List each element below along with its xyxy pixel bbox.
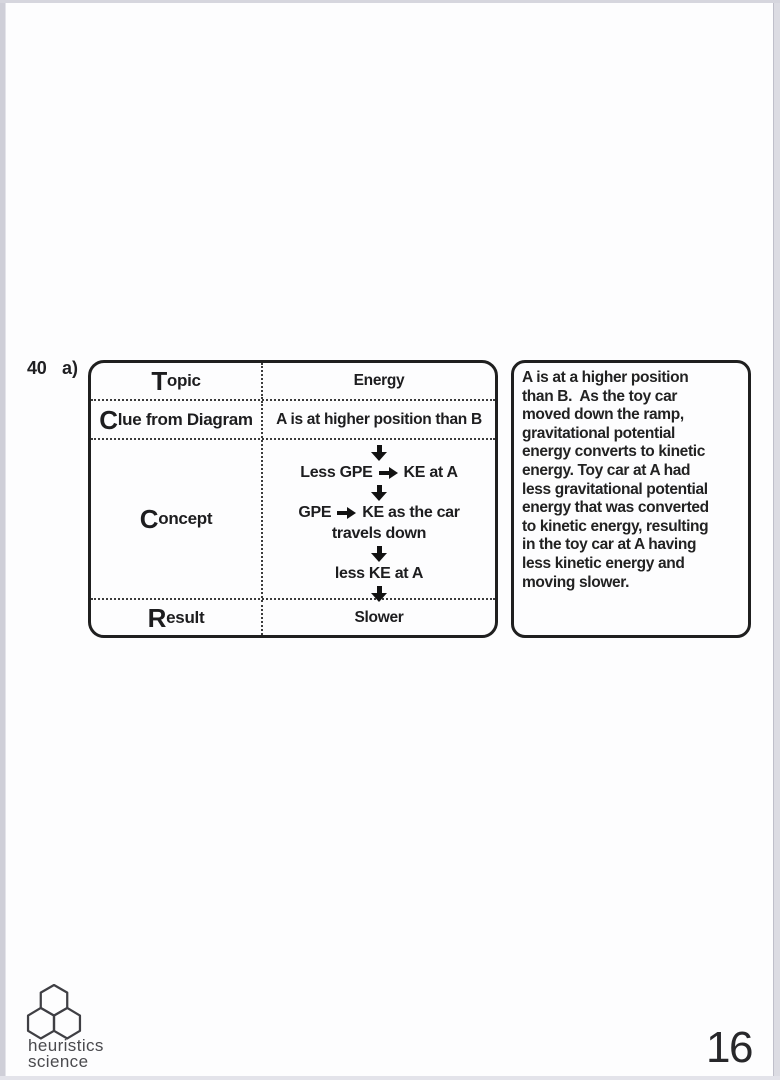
- table-row-result: [91, 598, 495, 635]
- answer-line: less kinetic energy and: [522, 554, 685, 572]
- row-value-clue: A is at higher position than B: [276, 410, 482, 428]
- flow-text: KE at A: [403, 463, 458, 481]
- crc-table: [88, 360, 498, 638]
- flow-text: Less GPE: [300, 463, 373, 481]
- arrow-down-icon: [371, 485, 387, 501]
- flow-step-3: less KE at A: [334, 564, 424, 582]
- label-rest: lue from Diagram: [117, 409, 253, 429]
- row-label-topic: [91, 363, 263, 399]
- row-label-concept: [91, 440, 263, 598]
- label-initial: C: [139, 504, 159, 534]
- row-label-result: [91, 600, 263, 635]
- flow-text: GPE: [298, 503, 332, 521]
- arrow-down-icon: [371, 546, 387, 562]
- answer-line: gravitational potential: [522, 424, 675, 442]
- arrow-right-icon: [379, 467, 398, 479]
- logo-wordmark: [28, 1038, 104, 1069]
- logo-line-2: science: [28, 1051, 89, 1071]
- question-number: 40: [27, 358, 47, 378]
- label-rest: opic: [166, 371, 201, 390]
- row-label-clue: [91, 401, 263, 438]
- flow-step-1: [300, 464, 458, 482]
- arrow-down-icon: [371, 445, 387, 461]
- hexagon-logo-icon: [26, 984, 82, 1040]
- answer-box: [511, 360, 751, 638]
- flow-step-2: [298, 504, 459, 522]
- concept-flow: [263, 440, 495, 598]
- answer-line: than B. As the toy car: [522, 387, 678, 405]
- flow-step-2-continued: travels down: [331, 524, 427, 542]
- page-number: 16: [706, 1023, 752, 1072]
- page-edge-right: [773, 0, 780, 1080]
- answer-line: in the toy car at A having: [522, 536, 697, 554]
- page-edge-left: [0, 0, 6, 1080]
- answer-line: energy. Toy car at A had: [522, 461, 691, 479]
- answer-line: to kinetic energy, resulting: [522, 517, 709, 535]
- page-edge-top: [0, 0, 780, 3]
- answer-line: energy converts to kinetic: [522, 443, 705, 461]
- label-initial: C: [99, 404, 118, 435]
- label-initial: R: [147, 602, 167, 633]
- answer-line: A is at a higher position: [522, 369, 689, 386]
- answer-line: moving slower.: [522, 573, 630, 591]
- answer-line: energy that was converted: [522, 499, 709, 517]
- label-rest: esult: [166, 607, 205, 627]
- label-initial: T: [151, 366, 167, 396]
- arrow-right-icon: [337, 507, 356, 519]
- table-row-topic: [91, 363, 495, 399]
- row-value-topic: Energy: [353, 372, 405, 389]
- label-rest: oncept: [158, 509, 213, 528]
- page-edge-bottom: [0, 1076, 780, 1080]
- table-row-concept: [91, 438, 495, 598]
- row-value-result: Slower: [354, 608, 404, 626]
- flow-text: KE as the car: [362, 503, 460, 521]
- answer-line: less gravitational potential: [522, 480, 708, 498]
- table-row-clue: [91, 399, 495, 438]
- logo-line-1: heuristics: [28, 1036, 104, 1055]
- arrow-down-icon: [371, 586, 387, 602]
- question-part-label: a): [62, 358, 79, 378]
- answer-line: moved down the ramp,: [522, 406, 684, 424]
